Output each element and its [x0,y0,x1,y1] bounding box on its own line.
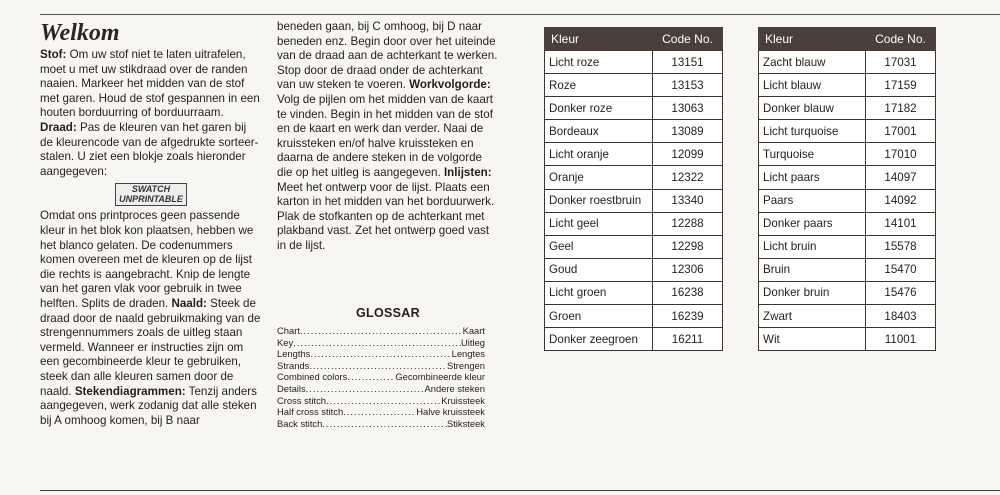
color-row [545,51,723,74]
glossary-row [277,325,485,337]
color-code-cell: 13340 [653,189,723,212]
color-code-cell: 12099 [653,143,723,166]
glossary-row [277,395,485,407]
color-code-cell: 13151 [653,51,723,74]
color-code-cell: 13153 [653,74,723,97]
color-row [759,235,936,258]
label-draad: Draad: [40,120,77,134]
color-name-cell: Bordeaux [545,120,653,143]
glossary-leader-dots [306,383,425,395]
color-name-cell: Licht bruin [759,235,866,258]
glossary-term: Strands [277,359,310,371]
color-code-cell: 12298 [653,235,723,258]
header-code: Code No. [653,28,723,51]
color-name-cell: Paars [759,189,866,212]
top-rule [40,14,1000,15]
color-name-cell: Zacht blauw [759,51,866,74]
swatch-box [115,183,187,206]
color-code-cell: 12322 [653,166,723,189]
glossary-leader-dots [293,337,461,349]
glossary-leader-dots [343,406,416,418]
color-code-cell: 18403 [866,305,936,328]
glossary-row [277,348,485,360]
color-name-cell: Licht groen [545,281,653,304]
header-code: Code No. [866,28,936,51]
glossary-leader-dots [300,325,463,337]
label-stof: Stof: [40,48,67,61]
color-row [759,328,936,351]
glossary-term: Half cross stitch [277,406,344,418]
color-name-cell: Donker roestbruin [545,189,653,212]
glossary-row [277,337,485,349]
color-name-cell: Licht blauw [759,74,866,97]
paragraph-stof [40,48,262,179]
label-naald: Naald: [171,297,207,310]
color-code-cell: 12288 [653,212,723,235]
glossary-translation: Stiksteek [446,417,485,429]
color-code-cell: 17031 [866,51,936,74]
color-code-cell: 13063 [653,97,723,120]
glossary-row [277,418,485,430]
glossary-title: GLOSSAR [356,305,420,320]
color-row [759,74,936,97]
color-row [545,212,723,235]
label-stekendiagrammen: Stekendiagrammen: [74,384,186,398]
glossary-row [277,371,485,383]
color-name-cell: Licht oranje [545,143,653,166]
text-inlijsten: Meet het ontwerp voor de lijst. Plaats een karton in het midden van het borduurwerk. Plak de stofkanten op de achterkant met plakband vast. Zet het ontwerp goed vast in de lijst. [277,180,495,252]
color-code-cell: 17010 [866,143,936,166]
label-workvolgorde: Workvolgorde: [409,78,491,92]
swatch-line-1: SWATCH [131,184,171,195]
glossary-list [277,325,499,429]
color-table-1 [544,27,723,351]
color-row [759,51,936,74]
color-row [759,143,936,166]
color-name-cell: Licht paars [759,166,866,189]
header-kleur: Kleur [545,28,653,51]
color-name-cell: Licht roze [545,51,653,74]
glossary-term: Back stitch [277,417,323,429]
color-name-cell: Turquoise [759,143,866,166]
color-row [759,212,936,235]
glossary-translation: Andere steken [424,383,485,395]
color-row [759,189,936,212]
paragraph-naald [40,209,262,428]
text-continued: beneden gaan, bij C omhoog, bij D naar beneden enz. Begin door over het uiteinde van de draad aan de achterkant te werken. Stop door de draad onder de achterkant van uw steken te voeren. [277,20,498,92]
glossary-leader-dots [309,360,447,372]
color-name-cell: Donker bruin [759,281,866,304]
color-name-cell: Donker roze [545,97,653,120]
color-row [545,305,723,328]
color-name-cell: Roze [545,74,653,97]
color-row [545,281,723,304]
swatch-line-2: UNPRINTABLE [119,193,183,204]
glossary-term: Lengths [277,348,311,360]
glossary-translation: Gecombineerde kleur [395,371,485,383]
color-name-cell: Groen [545,305,653,328]
glossary-translation: Halve kruissteek [416,406,485,418]
glossary-term: Cross stitch [277,394,326,406]
color-name-cell: Bruin [759,258,866,281]
color-code-cell: 15578 [866,235,936,258]
color-row [759,97,936,120]
color-row [545,166,723,189]
color-code-cell: 17159 [866,74,936,97]
color-row [545,143,723,166]
paragraph-workvolgorde [277,20,499,254]
color-code-cell: 17182 [866,97,936,120]
glossary-leader-dots [322,418,447,430]
color-row [545,189,723,212]
color-row [545,328,723,351]
glossary-row [277,383,485,395]
glossary-row [277,406,485,418]
color-code-cell: 16211 [653,328,723,351]
swatch-example [40,183,262,206]
glossary-translation: Kruissteek [441,394,485,406]
color-name-cell: Donker zeegroen [545,328,653,351]
glossary-row [277,360,485,372]
color-row [759,166,936,189]
glossary-leader-dots [347,371,395,383]
color-code-cell: 13089 [653,120,723,143]
color-row [759,120,936,143]
color-row [759,305,936,328]
color-row [759,258,936,281]
color-name-cell: Geel [545,235,653,258]
color-row [545,235,723,258]
color-name-cell: Donker paars [759,212,866,235]
color-row [545,258,723,281]
glossary-term: Combined colors [277,371,348,383]
glossary-translation: Strengen [446,359,485,371]
color-code-cell: 12306 [653,258,723,281]
color-code-cell: 15470 [866,258,936,281]
glossary-term: Details [277,383,306,395]
bottom-rule [40,490,1000,491]
color-code-cell: 14101 [866,212,936,235]
color-code-cell: 11001 [866,328,936,351]
page-title: Welkom [40,20,120,46]
color-code-cell: 14097 [866,166,936,189]
color-row [759,281,936,304]
glossary-term: Chart [277,325,300,337]
header-kleur: Kleur [759,28,866,51]
text-stekendiagrammen: Tenzij anders aangegeven, werk zodanig dat alle steken bij A omhoog komen, bij B naar [40,384,257,427]
color-table-2 [758,27,936,351]
color-row [545,74,723,97]
glossary-leader-dots [326,395,441,407]
glossary-translation: Kaart [462,325,485,337]
color-name-cell: Wit [759,328,866,351]
color-row [545,97,723,120]
color-code-cell: 14092 [866,189,936,212]
instructions-column-2 [277,20,499,429]
color-code-cell: 16239 [653,305,723,328]
color-code-cell: 16238 [653,281,723,304]
color-name-cell: Oranje [545,166,653,189]
text-stof: Om uw stof niet te laten uitrafelen, moet u met uw stikdraad over de randen naaien. Markeer het midden van de stof met garen. Houd de stof gespannen in een houten borduurring of borduurraam. [40,48,260,120]
text-naald: Steek de draad door de naald gebruikmaking van de strengennummers zoals de uitleg staan vermeld. Wanneer er instructies zijn om een gecombineerde kleur te gebruiken, steek dan alle kleuren samen door de naald. [40,297,261,398]
color-name-cell: Zwart [759,305,866,328]
color-name-cell: Licht geel [545,212,653,235]
glossary-leader-dots [310,348,451,360]
label-inlijsten: Inlijsten: [443,165,492,179]
color-name-cell: Donker blauw [759,97,866,120]
instructions-column-1 [40,20,262,428]
color-name-cell: Licht turquoise [759,120,866,143]
text-blank-explain: Omdat ons printproces geen passende kleur in het blok kon plaatsen, hebben we het blanco gelaten. De codenummers komen overeen met de kleuren op de lijst die rechts is aangebracht. Knip de lengte van het garen vlak voor gebruik in twee helften. Splits de draden. [40,209,254,310]
color-name-cell: Goud [545,258,653,281]
glossary-translation: Uitleg [461,336,485,348]
color-code-cell: 15476 [866,281,936,304]
color-row [545,120,723,143]
text-draad: Pas de kleuren van het garen bij de kleurencode van de afgedrukte sorteer-stalen. U ziet een blokje zoals hieronder aangegeven: [40,120,259,178]
text-workvolgorde: Volg de pijlen om het midden van de kaart te vinden. Begin in het midden van de stof en de kaart en werk dan verder. Naai de kruissteken en/of halve kruissteken en daarna de andere steken in de volgorde die op het uitleg is aangegeven. [277,92,493,179]
color-code-cell: 17001 [866,120,936,143]
glossary-translation: Lengtes [451,348,485,360]
glossary-term: Key [277,336,294,348]
